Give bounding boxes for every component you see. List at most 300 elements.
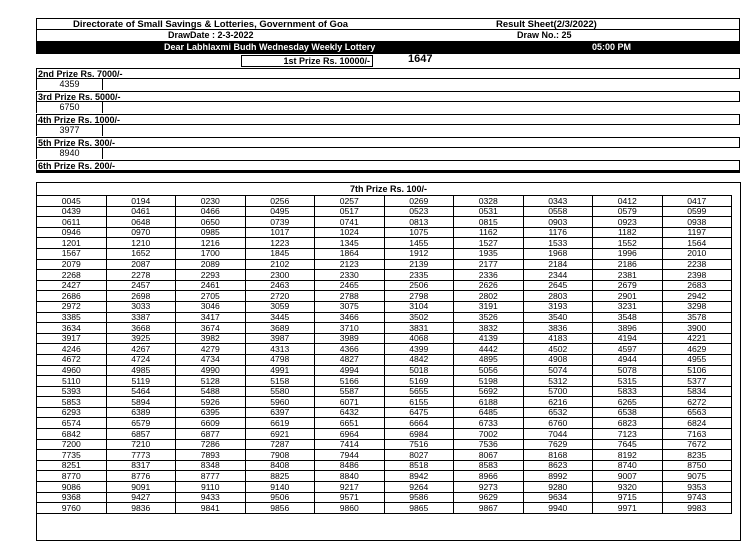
- table-cell: 6293: [37, 407, 107, 418]
- table-cell: 8840: [315, 471, 385, 482]
- table-cell: 6609: [176, 418, 246, 429]
- table-cell: 9865: [384, 503, 454, 514]
- table-cell: 9836: [106, 503, 176, 514]
- table-cell: 0343: [523, 196, 593, 207]
- draw-date: DrawDate : 2-3-2022: [168, 30, 254, 40]
- table-row: [37, 323, 732, 334]
- table-cell: 6664: [384, 418, 454, 429]
- table-cell: 7200: [37, 439, 107, 450]
- table-cell: 3046: [176, 301, 246, 312]
- table-cell: 3526: [454, 312, 524, 323]
- table-cell: 6984: [384, 429, 454, 440]
- table-cell: 1182: [593, 227, 663, 238]
- table-cell: 2123: [315, 259, 385, 270]
- table-cell: 2972: [37, 301, 107, 312]
- table-cell: 1567: [37, 248, 107, 259]
- fourth-prize-label: 4th Prize Rs. 1000/-: [36, 114, 740, 125]
- table-cell: 9433: [176, 492, 246, 503]
- table-cell: 9427: [106, 492, 176, 503]
- table-cell: 2802: [454, 291, 524, 302]
- table-cell: 4985: [106, 365, 176, 376]
- table-cell: 1527: [454, 238, 524, 249]
- table-cell: 1935: [454, 248, 524, 259]
- table-cell: 8777: [176, 471, 246, 482]
- table-cell: 6733: [454, 418, 524, 429]
- table-cell: 1864: [315, 248, 385, 259]
- table-cell: 0466: [176, 206, 246, 217]
- table-cell: 4183: [523, 333, 593, 344]
- table-cell: 9760: [37, 503, 107, 514]
- table-cell: 4734: [176, 354, 246, 365]
- table-cell: 5834: [662, 386, 732, 397]
- seventh-prize-label: 7th Prize Rs. 100/-: [349, 184, 428, 194]
- table-cell: 9586: [384, 492, 454, 503]
- table-cell: 0256: [245, 196, 315, 207]
- table-cell: 4798: [245, 354, 315, 365]
- table-cell: 3385: [37, 312, 107, 323]
- table-cell: 5960: [245, 397, 315, 408]
- table-cell: 1024: [315, 227, 385, 238]
- table-cell: 4908: [523, 354, 593, 365]
- table-row: [37, 227, 732, 238]
- org-name: Directorate of Small Savings & Lotteries, Government of Goa: [73, 19, 349, 30]
- lottery-name: Dear Labhlaxmi Budh Wednesday Weekly Lottery: [164, 42, 376, 52]
- table-cell: 9971: [593, 503, 663, 514]
- table-cell: 3540: [523, 312, 593, 323]
- table-cell: 8518: [384, 460, 454, 471]
- table-cell: 1455: [384, 238, 454, 249]
- table-cell: 3466: [315, 312, 385, 323]
- table-cell: 7044: [523, 429, 593, 440]
- table-cell: 3387: [106, 312, 176, 323]
- table-cell: 3634: [37, 323, 107, 334]
- table-cell: 2788: [315, 291, 385, 302]
- table-cell: 9940: [523, 503, 593, 514]
- table-row: [37, 301, 732, 312]
- table-cell: 2427: [37, 280, 107, 291]
- table-row: [37, 503, 732, 514]
- table-cell: 4246: [37, 344, 107, 355]
- table-cell: 5056: [454, 365, 524, 376]
- table-cell: 6574: [37, 418, 107, 429]
- table-cell: 0813: [384, 217, 454, 228]
- prize-divider: [102, 102, 103, 113]
- table-cell: 0985: [176, 227, 246, 238]
- table-cell: 5128: [176, 376, 246, 387]
- table-cell: 3987: [245, 333, 315, 344]
- table-cell: 3900: [662, 323, 732, 334]
- fourth-prize-number: 3977: [36, 125, 102, 136]
- table-cell: 5078: [593, 365, 663, 376]
- table-cell: 2942: [662, 291, 732, 302]
- first-prize-number: 1647: [408, 53, 433, 65]
- table-cell: 7414: [315, 439, 385, 450]
- table-cell: 8623: [523, 460, 593, 471]
- table-cell: 1845: [245, 248, 315, 259]
- table-cell: 7645: [593, 439, 663, 450]
- table-cell: 4366: [315, 344, 385, 355]
- table-cell: 8168: [523, 450, 593, 461]
- table-cell: 8825: [245, 471, 315, 482]
- table-cell: 7629: [523, 439, 593, 450]
- table-cell: 0461: [106, 206, 176, 217]
- table-cell: 2381: [593, 270, 663, 281]
- fifth-prize-number: 8940: [36, 148, 102, 159]
- table-cell: 5393: [37, 386, 107, 397]
- table-cell: 2336: [454, 270, 524, 281]
- table-cell: 9856: [245, 503, 315, 514]
- table-cell: 0938: [662, 217, 732, 228]
- table-cell: 3982: [176, 333, 246, 344]
- table-cell: 2300: [245, 270, 315, 281]
- table-cell: 5312: [523, 376, 593, 387]
- table-cell: 2720: [245, 291, 315, 302]
- table-cell: 2626: [454, 280, 524, 291]
- table-cell: 0328: [454, 196, 524, 207]
- table-cell: 5169: [384, 376, 454, 387]
- table-cell: 2079: [37, 259, 107, 270]
- table-cell: 0599: [662, 206, 732, 217]
- table-cell: 9273: [454, 482, 524, 493]
- table-cell: 6538: [593, 407, 663, 418]
- table-cell: 4221: [662, 333, 732, 344]
- table-cell: 0903: [523, 217, 593, 228]
- table-cell: 9571: [315, 492, 385, 503]
- table-cell: 3668: [106, 323, 176, 334]
- table-cell: 6216: [523, 397, 593, 408]
- table-cell: 5119: [106, 376, 176, 387]
- table-cell: 0257: [315, 196, 385, 207]
- table-cell: 1345: [315, 238, 385, 249]
- table-cell: 4991: [245, 365, 315, 376]
- third-prize-number: 6750: [36, 102, 102, 113]
- table-row: [37, 238, 732, 249]
- table-cell: 0417: [662, 196, 732, 207]
- table-cell: 9320: [593, 482, 663, 493]
- table-cell: 5315: [593, 376, 663, 387]
- table-cell: 2679: [593, 280, 663, 291]
- table-cell: 5488: [176, 386, 246, 397]
- table-cell: 9007: [593, 471, 663, 482]
- table-cell: 0412: [593, 196, 663, 207]
- table-cell: 4399: [384, 344, 454, 355]
- table-row: [37, 206, 732, 217]
- table-cell: 6272: [662, 397, 732, 408]
- table-cell: 1564: [662, 238, 732, 249]
- table-cell: 9368: [37, 492, 107, 503]
- table-cell: 1700: [176, 248, 246, 259]
- table-cell: 4672: [37, 354, 107, 365]
- table-cell: 0611: [37, 217, 107, 228]
- table-cell: 3831: [384, 323, 454, 334]
- header-row-draw: [36, 30, 740, 41]
- seventh-prize-table: [36, 195, 732, 514]
- table-cell: 5074: [523, 365, 593, 376]
- table-cell: 3033: [106, 301, 176, 312]
- table-cell: 4724: [106, 354, 176, 365]
- table-cell: 5158: [245, 376, 315, 387]
- table-row: [37, 344, 732, 355]
- table-cell: 2335: [384, 270, 454, 281]
- table-cell: 2698: [106, 291, 176, 302]
- table-cell: 5587: [315, 386, 385, 397]
- table-cell: 7002: [454, 429, 524, 440]
- table-row: [37, 439, 732, 450]
- prize-divider: [102, 79, 103, 90]
- table-cell: 9506: [245, 492, 315, 503]
- table-cell: 3989: [315, 333, 385, 344]
- table-cell: 0517: [315, 206, 385, 217]
- table-cell: 4955: [662, 354, 732, 365]
- table-cell: 6877: [176, 429, 246, 440]
- table-cell: 1162: [454, 227, 524, 238]
- table-cell: 6532: [523, 407, 593, 418]
- table-cell: 3075: [315, 301, 385, 312]
- table-cell: 3298: [662, 301, 732, 312]
- table-cell: 6397: [245, 407, 315, 418]
- table-row: [37, 217, 732, 228]
- table-cell: 7210: [106, 439, 176, 450]
- table-row: [37, 407, 732, 418]
- table-cell: 3832: [454, 323, 524, 334]
- table-cell: 9140: [245, 482, 315, 493]
- table-cell: 7123: [593, 429, 663, 440]
- table-cell: 0739: [245, 217, 315, 228]
- table-cell: 2683: [662, 280, 732, 291]
- table-cell: 9634: [523, 492, 593, 503]
- table-cell: 7287: [245, 439, 315, 450]
- prize-divider: [102, 125, 103, 136]
- table-row: [37, 270, 732, 281]
- table-cell: 8776: [106, 471, 176, 482]
- table-cell: 4629: [662, 344, 732, 355]
- table-cell: 9091: [106, 482, 176, 493]
- table-cell: 2705: [176, 291, 246, 302]
- table-cell: 7286: [176, 439, 246, 450]
- table-cell: 1201: [37, 238, 107, 249]
- table-cell: 5833: [593, 386, 663, 397]
- table-cell: 1216: [176, 238, 246, 249]
- table-cell: 9983: [662, 503, 732, 514]
- table-cell: 9629: [454, 492, 524, 503]
- table-cell: 8235: [662, 450, 732, 461]
- table-cell: 2465: [315, 280, 385, 291]
- table-cell: 3896: [593, 323, 663, 334]
- table-cell: 2139: [384, 259, 454, 270]
- table-cell: 0531: [454, 206, 524, 217]
- table-cell: 0045: [37, 196, 107, 207]
- table-row: [37, 397, 732, 408]
- table-cell: 0648: [106, 217, 176, 228]
- table-row: [37, 418, 732, 429]
- table-cell: 8251: [37, 460, 107, 471]
- table-cell: 7735: [37, 450, 107, 461]
- table-cell: 7944: [315, 450, 385, 461]
- table-cell: 4194: [593, 333, 663, 344]
- third-prize-label: 3rd Prize Rs. 5000/-: [36, 91, 740, 102]
- table-cell: 6395: [176, 407, 246, 418]
- table-cell: 6188: [454, 397, 524, 408]
- table-cell: 8770: [37, 471, 107, 482]
- table-cell: 2010: [662, 248, 732, 259]
- table-cell: 9743: [662, 492, 732, 503]
- table-cell: 0439: [37, 206, 107, 217]
- table-cell: 8486: [315, 460, 385, 471]
- table-cell: 0650: [176, 217, 246, 228]
- table-cell: 9086: [37, 482, 107, 493]
- table-cell: 9715: [593, 492, 663, 503]
- table-row: [37, 492, 732, 503]
- table-cell: 0579: [593, 206, 663, 217]
- table-cell: 6432: [315, 407, 385, 418]
- table-cell: 4994: [315, 365, 385, 376]
- table-cell: 5853: [37, 397, 107, 408]
- table-cell: 5166: [315, 376, 385, 387]
- table-cell: 0230: [176, 196, 246, 207]
- table-cell: 5110: [37, 376, 107, 387]
- table-cell: 9264: [384, 482, 454, 493]
- table-cell: 1652: [106, 248, 176, 259]
- table-cell: 7163: [662, 429, 732, 440]
- table-cell: 4827: [315, 354, 385, 365]
- table-cell: 2506: [384, 280, 454, 291]
- table-cell: 4597: [593, 344, 663, 355]
- table-cell: 2087: [106, 259, 176, 270]
- table-cell: 2177: [454, 259, 524, 270]
- table-cell: 4279: [176, 344, 246, 355]
- table-cell: 2901: [593, 291, 663, 302]
- table-cell: 6485: [454, 407, 524, 418]
- table-cell: 1223: [245, 238, 315, 249]
- table-cell: 3104: [384, 301, 454, 312]
- table-cell: 7672: [662, 439, 732, 450]
- table-cell: 0194: [106, 196, 176, 207]
- table-row: [37, 354, 732, 365]
- table-row: [37, 482, 732, 493]
- table-cell: 9075: [662, 471, 732, 482]
- table-cell: 6579: [106, 418, 176, 429]
- table-cell: 2798: [384, 291, 454, 302]
- table-cell: 2463: [245, 280, 315, 291]
- table-cell: 3231: [593, 301, 663, 312]
- table-cell: 8027: [384, 450, 454, 461]
- table-row: [37, 312, 732, 323]
- table-cell: 0946: [37, 227, 107, 238]
- table-cell: 9280: [523, 482, 593, 493]
- table-cell: 3502: [384, 312, 454, 323]
- table-cell: 4895: [454, 354, 524, 365]
- table-cell: 1075: [384, 227, 454, 238]
- table-row: [37, 196, 732, 207]
- table-row: [37, 280, 732, 291]
- table-cell: 5580: [245, 386, 315, 397]
- table-row: [37, 365, 732, 376]
- draw-number: Draw No.: 25: [517, 30, 572, 40]
- lottery-title-bar: [36, 41, 740, 54]
- table-cell: 4068: [384, 333, 454, 344]
- table-cell: 8942: [384, 471, 454, 482]
- table-cell: 6824: [662, 418, 732, 429]
- table-cell: 1552: [593, 238, 663, 249]
- table-cell: 2184: [523, 259, 593, 270]
- table-row: [37, 333, 732, 344]
- table-cell: 2457: [106, 280, 176, 291]
- table-cell: 5198: [454, 376, 524, 387]
- table-cell: 2330: [315, 270, 385, 281]
- table-cell: 4960: [37, 365, 107, 376]
- table-cell: 9110: [176, 482, 246, 493]
- table-cell: 6857: [106, 429, 176, 440]
- table-cell: 7893: [176, 450, 246, 461]
- table-cell: 7908: [245, 450, 315, 461]
- table-cell: 1996: [593, 248, 663, 259]
- table-cell: 8750: [662, 460, 732, 471]
- table-cell: 0269: [384, 196, 454, 207]
- table-cell: 4990: [176, 365, 246, 376]
- table-cell: 9841: [176, 503, 246, 514]
- table-cell: 4442: [454, 344, 524, 355]
- table-cell: 5464: [106, 386, 176, 397]
- table-cell: 1017: [245, 227, 315, 238]
- draw-time: 05:00 PM: [592, 42, 632, 52]
- table-cell: 6619: [245, 418, 315, 429]
- table-cell: 1210: [106, 238, 176, 249]
- table-cell: 6842: [37, 429, 107, 440]
- table-cell: 2268: [37, 270, 107, 281]
- table-cell: 3445: [245, 312, 315, 323]
- prize-section-bottom-rule: [36, 171, 740, 173]
- table-cell: 2645: [523, 280, 593, 291]
- table-cell: 1912: [384, 248, 454, 259]
- table-cell: 9353: [662, 482, 732, 493]
- table-cell: 2398: [662, 270, 732, 281]
- table-cell: 2102: [245, 259, 315, 270]
- table-cell: 6389: [106, 407, 176, 418]
- table-row: [37, 248, 732, 259]
- table-cell: 8992: [523, 471, 593, 482]
- table-cell: 0923: [593, 217, 663, 228]
- first-prize-label: 1st Prize Rs. 10000/-: [241, 55, 373, 67]
- table-cell: 1197: [662, 227, 732, 238]
- table-row: [37, 259, 732, 270]
- table-cell: 5700: [523, 386, 593, 397]
- table-cell: 3917: [37, 333, 107, 344]
- table-cell: 8067: [454, 450, 524, 461]
- table-cell: 6651: [315, 418, 385, 429]
- table-cell: 4139: [454, 333, 524, 344]
- table-row: [37, 471, 732, 482]
- table-cell: 6760: [523, 418, 593, 429]
- table-cell: 1176: [523, 227, 593, 238]
- header-row-org: [36, 18, 740, 30]
- table-cell: 5926: [176, 397, 246, 408]
- table-cell: 2186: [593, 259, 663, 270]
- table-cell: 4842: [384, 354, 454, 365]
- table-cell: 8966: [454, 471, 524, 482]
- table-cell: 4313: [245, 344, 315, 355]
- table-cell: 9217: [315, 482, 385, 493]
- table-cell: 3710: [315, 323, 385, 334]
- table-cell: 6964: [315, 429, 385, 440]
- table-row: [37, 376, 732, 387]
- table-cell: 0741: [315, 217, 385, 228]
- table-cell: 6475: [384, 407, 454, 418]
- table-cell: 6071: [315, 397, 385, 408]
- table-cell: 2686: [37, 291, 107, 302]
- second-prize-number: 4359: [36, 79, 102, 90]
- table-cell: 7516: [384, 439, 454, 450]
- table-row: [37, 450, 732, 461]
